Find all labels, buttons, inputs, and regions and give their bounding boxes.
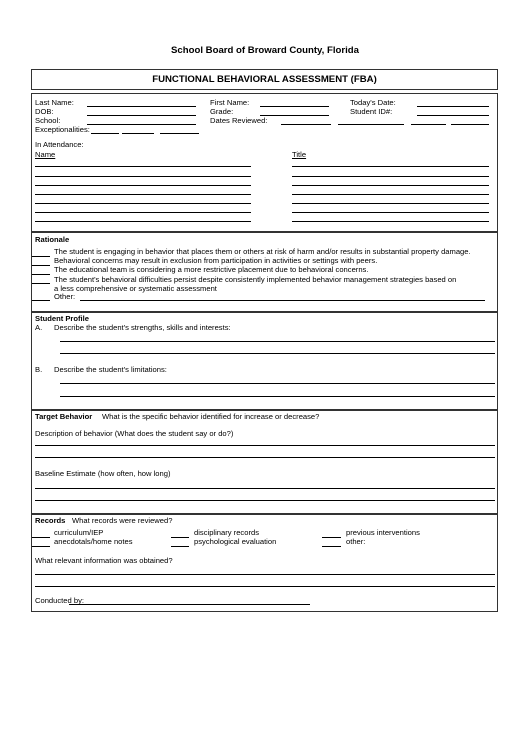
records-option-anecdotals: anecdotals/home notes (54, 537, 133, 546)
attendance-name-line[interactable] (35, 221, 251, 222)
dates-reviewed-field-3[interactable] (411, 124, 446, 125)
behavior-description-line[interactable] (35, 445, 495, 446)
last-name-field[interactable] (87, 106, 196, 107)
school-field[interactable] (87, 124, 196, 125)
limitations-prompt: Describe the student's limitations: (54, 365, 167, 374)
strengths-letter: A. (35, 323, 43, 332)
rationale-checkbox-2[interactable] (32, 265, 50, 266)
rationale-item-1: The student is engaging in behavior that places them or others at risk of harm and/or results in substantial property damage. (54, 247, 471, 256)
organization-title: School Board of Broward County, Florida (171, 45, 359, 56)
first-name-field[interactable] (260, 106, 329, 107)
attendance-name-line[interactable] (35, 212, 251, 213)
limitations-letter: B. (35, 365, 43, 374)
rationale-checkbox-4[interactable] (32, 283, 50, 284)
exceptionalities-field-2[interactable] (122, 133, 154, 134)
todays-date-label: Today's Date: (350, 98, 396, 107)
rationale-item-4: The student's behavioral difficulties persist despite consistently implemented behavior management strategies based on (54, 275, 457, 284)
records-question: What records were reviewed? (72, 516, 173, 525)
attendance-name-line[interactable] (35, 203, 251, 204)
rationale-other-field[interactable] (80, 300, 485, 301)
dob-field[interactable] (87, 115, 196, 116)
records-option-previous: previous interventions (346, 528, 420, 537)
attendance-name-line[interactable] (35, 176, 251, 177)
relevant-info-question: What relevant information was obtained? (35, 556, 173, 565)
attendance-name-line[interactable] (35, 185, 251, 186)
form-title-box (31, 69, 498, 90)
exceptionalities-field-1[interactable] (91, 133, 119, 134)
relevant-info-line[interactable] (35, 586, 495, 587)
exceptionalities-field-3[interactable] (160, 133, 199, 134)
target-behavior-section (31, 410, 498, 514)
rationale-item-4-continued: a less comprehensive or systematic assessment (54, 284, 217, 293)
exceptionalities-label: Exceptionalities: (35, 125, 90, 134)
in-attendance-label: In Attendance: (35, 140, 84, 149)
records-checkbox-psychological[interactable] (171, 546, 189, 547)
strengths-field-line[interactable] (60, 353, 495, 354)
records-option-other: other: (346, 537, 366, 546)
dob-label: DOB: (35, 107, 54, 116)
limitations-field-line[interactable] (60, 396, 495, 397)
attendance-name-line[interactable] (35, 194, 251, 195)
target-behavior-question: What is the specific behavior identified for increase or decrease? (102, 412, 320, 421)
dates-reviewed-label: Dates Reviewed: (210, 116, 268, 125)
attendance-title-line[interactable] (292, 221, 489, 222)
rationale-checkbox-3[interactable] (32, 274, 50, 275)
dates-reviewed-field-4[interactable] (451, 124, 489, 125)
student-id-field[interactable] (417, 115, 489, 116)
grade-field[interactable] (260, 115, 329, 116)
attendance-title-line[interactable] (292, 203, 489, 204)
attendance-name-line[interactable] (35, 166, 251, 167)
grade-label: Grade: (210, 107, 234, 116)
attendance-title-line[interactable] (292, 212, 489, 213)
records-checkbox-other[interactable] (322, 546, 341, 547)
records-checkbox-disciplinary[interactable] (171, 537, 189, 538)
todays-date-field[interactable] (417, 106, 489, 107)
strengths-prompt: Describe the student's strengths, skills and interests: (54, 323, 231, 332)
strengths-field-line[interactable] (60, 341, 495, 342)
dates-reviewed-field-1[interactable] (281, 124, 331, 125)
rationale-other-label: Other: (54, 292, 76, 301)
rationale-checkbox-1[interactable] (32, 256, 50, 257)
target-behavior-heading: Target Behavior (35, 412, 93, 421)
name-column-header: Name (35, 150, 56, 159)
first-name-label: First Name: (210, 98, 250, 107)
school-label: School: (35, 116, 61, 125)
baseline-estimate-line[interactable] (35, 488, 495, 489)
baseline-estimate-label: Baseline Estimate (how often, how long) (35, 469, 171, 478)
form-title: FUNCTIONAL BEHAVIORAL ASSESSMENT (FBA) (152, 74, 377, 85)
conducted-by-label: Conducted by: (35, 596, 84, 605)
attendance-title-line[interactable] (292, 176, 489, 177)
records-checkbox-previous[interactable] (322, 537, 341, 538)
behavior-description-label: Description of behavior (What does the student say or do?) (35, 429, 234, 438)
rationale-item-2: Behavioral concerns may result in exclusion from participation in activities or settings with peers. (54, 256, 378, 265)
attendance-title-line[interactable] (292, 185, 489, 186)
rationale-item-3: The educational team is considering a more restrictive placement due to behavioral concerns. (54, 265, 369, 274)
records-option-disciplinary: disciplinary records (194, 528, 259, 537)
attendance-title-line[interactable] (292, 166, 489, 167)
rationale-heading: Rationale (35, 235, 70, 244)
records-heading: Records (35, 516, 66, 525)
baseline-estimate-line[interactable] (35, 500, 495, 501)
conducted-by-field[interactable] (69, 604, 310, 605)
attendance-title-line[interactable] (292, 194, 489, 195)
rationale-checkbox-other[interactable] (32, 300, 50, 301)
relevant-info-line[interactable] (35, 574, 495, 575)
student-id-label: Student ID#: (350, 107, 393, 116)
behavior-description-line[interactable] (35, 457, 495, 458)
records-checkbox-curriculum[interactable] (32, 537, 50, 538)
student-profile-heading: Student Profile (35, 314, 90, 323)
records-option-psychological: psychological evaluation (194, 537, 277, 546)
limitations-field-line[interactable] (60, 383, 495, 384)
dates-reviewed-field-2[interactable] (338, 124, 404, 125)
records-checkbox-anecdotals[interactable] (32, 546, 50, 547)
last-name-label: Last Name: (35, 98, 74, 107)
records-option-curriculum: curriculum/IEP (54, 528, 104, 537)
title-column-header: Title (292, 150, 307, 159)
